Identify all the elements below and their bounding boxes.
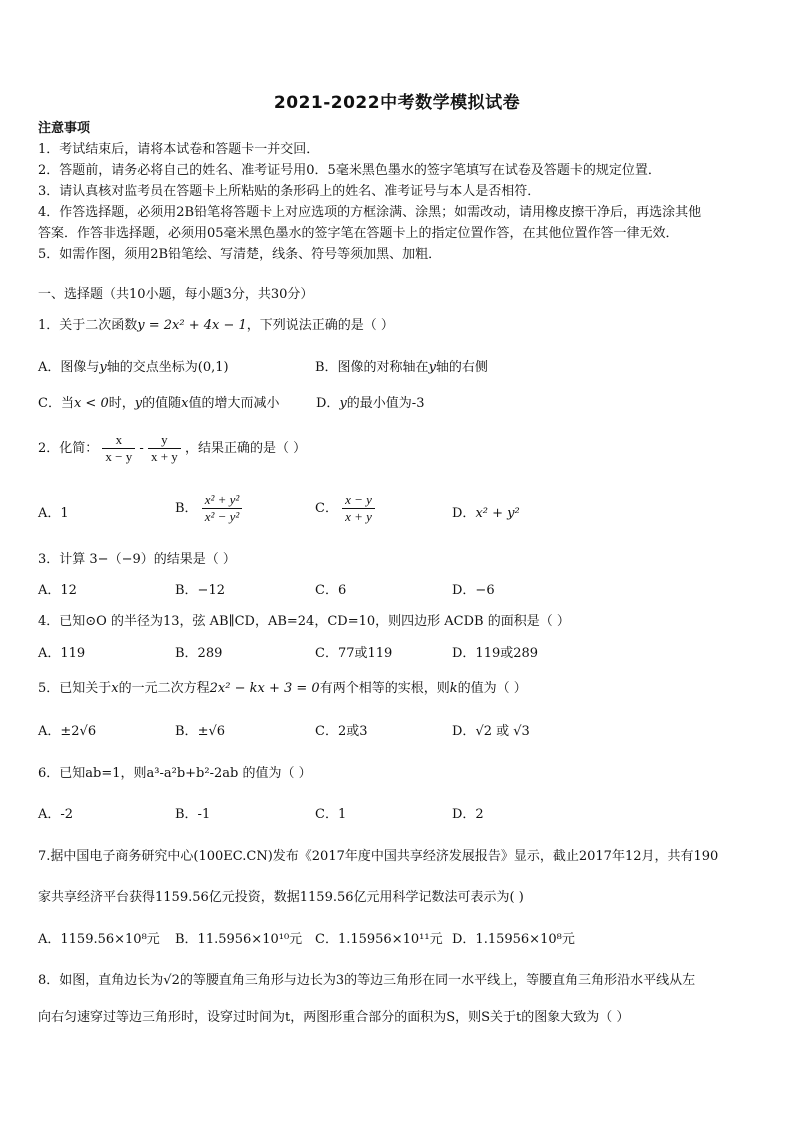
q6-option-b: B．-1 — [175, 807, 211, 822]
quadratic-equation: 2x² − kx + 3 = 0 — [209, 681, 320, 696]
q7-option-a: A．1159.56×10⁸元 — [38, 932, 160, 947]
q3-option-b: B．−12 — [175, 583, 225, 598]
question-5-stem: 5．已知关于x的一元二次方程2x² − kx + 3 = 0有两个相等的实根，则k的值为（ ） — [38, 681, 527, 696]
fraction-y-over-x-plus-y: $\frac{y}{x + y}$ — [148, 432, 181, 465]
q2-option-b: B． $\frac{\text{x² + y²}}{\text{x² − y²}}$ — [175, 492, 242, 525]
q3-option-a: A．12 — [38, 583, 77, 598]
quadratic-formula: y = 2x² + 4x − 1 — [137, 318, 247, 333]
q6-option-c: C．1 — [315, 807, 347, 822]
q5-option-a: A．±2√6 — [38, 724, 97, 739]
question-1-stem: 1．关于二次函数y = 2x² + 4x − 1，下列说法正确的是（ ） — [38, 318, 394, 333]
notice-heading: 注意事项 — [38, 121, 91, 136]
q1-option-c: C．当x < 0时，y的值随x值的增大而减小 — [38, 396, 280, 411]
q1-option-b: B．图像的对称轴在y轴的右侧 — [315, 360, 488, 375]
question-6-stem: 6．已知ab=1，则a³-a²b+b²-2ab 的值为（ ） — [38, 766, 312, 781]
notice-item: 3．请认真核对监考员在答题卡上所粘贴的条形码上的姓名、准考证号与本人是否相符． — [38, 184, 541, 199]
q1-option-d: D．y的最小值为-3 — [316, 396, 425, 411]
question-7-line-1: 7.据中国电子商务研究中心(100EC.CN)发布《2017年度中国共享经济发展报告》显示，截止2017年12月，共有190 — [38, 849, 719, 864]
q5-option-b: B．±√6 — [175, 724, 226, 739]
notice-item: 4．作答选择题，必须用2B铅笔将答题卡上对应选项的方框涂满、涂黑；如需改动，请用橡皮擦干净后，再选涂其他 — [38, 205, 702, 220]
q5-option-c: C．2或3 — [315, 724, 368, 739]
q1-option-a: A．图像与y轴的交点坐标为(0,1) — [38, 360, 229, 375]
question-8-line-1: 8．如图，直角边长为√2的等腰直角三角形与边长为3的等边三角形在同一水平线上，等腰直角三角形沿水平线从左 — [38, 973, 696, 988]
question-3-stem: 3．计算 3−（−9）的结果是（ ） — [38, 552, 236, 567]
q6-option-a: A．-2 — [38, 807, 74, 822]
q7-option-b: B．11.5956×10¹⁰元 — [175, 932, 303, 947]
q2-option-d: D．x² + y² — [452, 506, 520, 521]
notice-item: 5．如需作图，须用2B铅笔绘、写清楚，线条、符号等须加黑、加粗． — [38, 247, 442, 262]
notice-item: 2．答题前，请务必将自己的姓名、准考证号用0．5毫米黑色墨水的签字笔填写在试卷及答题卡的规定位置． — [38, 163, 661, 178]
q4-option-d: D．119或289 — [452, 646, 539, 661]
q3-option-d: D．−6 — [452, 583, 495, 598]
q2-option-c: C． $\frac{x - y}{x + y}$ — [315, 492, 375, 525]
q4-option-b: B．289 — [175, 646, 223, 661]
fraction-x-over-x-minus-y: $\frac{x}{x - y}$ — [102, 432, 135, 465]
q4-option-c: C．77或119 — [315, 646, 393, 661]
question-2-stem: 2．化简： $\frac{x}{x - y}$ - $\frac{y}{x + y}$ ，结果正确的是（ ） — [38, 432, 307, 464]
q4-option-a: A．119 — [38, 646, 86, 661]
notice-item: 答案．作答非选择题，必须用05毫米黑色墨水的签字笔在答题卡上的指定位置作答，在其他位置作答一律无效． — [38, 226, 679, 241]
q7-option-d: D．1.15956×10⁸元 — [452, 932, 575, 947]
page-title: 2021-2022中考数学模拟试卷 — [273, 93, 521, 113]
q7-option-c: C．1.15956×10¹¹元 — [315, 932, 443, 947]
q2-option-a: A．1 — [38, 506, 69, 521]
question-4-stem: 4．已知⊙O 的半径为13，弦 AB∥CD，AB=24，CD=10，则四边形 ACDB 的面积是（ ） — [38, 614, 570, 629]
question-8-line-2: 向右匀速穿过等边三角形时，设穿过时间为t，两图形重合部分的面积为S，则S关于t的图象大致为（ ） — [38, 1010, 630, 1025]
question-7-line-2: 家共享经济平台获得1159.56亿元投资，数据1159.56亿元用科学记数法可表示为( ) — [38, 890, 524, 905]
q5-option-d: D．√2 或 √3 — [452, 724, 530, 739]
q6-option-d: D．2 — [452, 807, 484, 822]
q3-option-c: C．6 — [315, 583, 347, 598]
section-heading: 一、选择题（共10小题，每小题3分，共30分） — [38, 287, 314, 302]
notice-item: 1．考试结束后，请将本试卷和答题卡一并交回． — [38, 142, 320, 157]
